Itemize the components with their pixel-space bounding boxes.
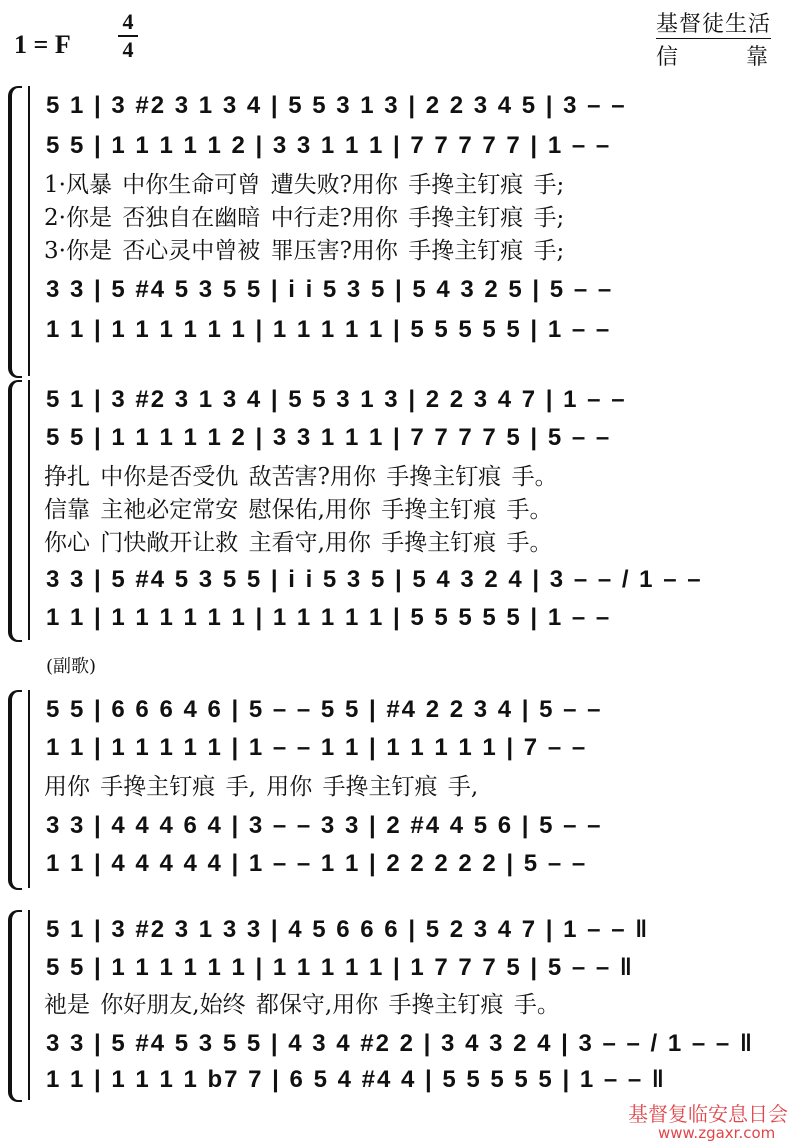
- alto-row: 5 5 | 1 1 1 1 1 2 | 3 3 1 1 1 | 7 7 7 7 5 | 5 – –: [46, 424, 612, 451]
- key-signature: 1 = F: [14, 30, 71, 59]
- soprano-row: 5 5 | 6 6 6 4 6 | 5 – – 5 5 | #4 2 2 3 4 | 5 – –: [46, 696, 603, 723]
- lyric-line: 用你 手搀主钉痕 手, 用你 手搀主钉痕 手,: [44, 774, 479, 800]
- alto-row: 5 5 | 1 1 1 1 1 1 | 1 1 1 1 1 | 1 7 7 7 5 | 5 – – ‖: [46, 954, 634, 981]
- system-barline: [28, 86, 30, 376]
- category-title: 基督徒生活: [656, 12, 772, 37]
- system-bracket: [8, 910, 22, 1102]
- system-bracket: [8, 380, 22, 642]
- tenor-row: 3 3 | 5 #4 5 3 5 5 | i i 5 3 5 | 5 4 3 2 5 | 5 – –: [46, 276, 614, 303]
- alto-row: 1 1 | 1 1 1 1 1 | 1 – – 1 1 | 1 1 1 1 1 | 7 – –: [46, 734, 588, 761]
- tenor-row: 3 3 | 4 4 4 6 4 | 3 – – 3 3 | 2 #4 4 5 6 | 5 – –: [46, 812, 603, 839]
- bass-row: 1 1 | 1 1 1 1 1 1 | 1 1 1 1 1 | 5 5 5 5 5 | 1 – –: [46, 604, 612, 631]
- system-bracket: [8, 690, 22, 890]
- watermark-url: www.zgaxr.com: [658, 1124, 776, 1142]
- song-title-char-2: 靠: [745, 45, 768, 70]
- lyric-line: 祂是 你好朋友,始终 都保守,用你 手搀主钉痕 手。: [44, 992, 560, 1018]
- lyric-verse-3: 3·你是 否心灵中曾被 罪压害?用你 手搀主钉痕 手;: [44, 238, 565, 264]
- lyric-verse-2: 2·你是 否独自在幽暗 中行走?用你 手搀主钉痕 手;: [44, 205, 565, 231]
- system-barline: [28, 690, 30, 888]
- watermark-title: 基督复临安息日会: [628, 1102, 788, 1126]
- soprano-row: 5 1 | 3 #2 3 1 3 3 | 4 5 6 6 6 | 5 2 3 4 7 | 1 – – ‖: [46, 916, 650, 943]
- chorus-label: (副歌): [46, 656, 97, 677]
- lyric-verse-2: 信靠 主祂必定常安 慰保佑,用你 手搀主钉痕 手。: [44, 497, 553, 523]
- song-title: [656, 40, 768, 71]
- bass-row: 1 1 | 1 1 1 1 b7 7 | 6 5 4 #4 4 | 5 5 5 5 5 | 1 – – ‖: [46, 1066, 666, 1093]
- soprano-row: 5 1 | 3 #2 3 1 3 4 | 5 5 3 1 3 | 2 2 3 4 5 | 3 – –: [46, 92, 627, 119]
- system-bracket: [8, 86, 22, 378]
- system-barline: [28, 380, 30, 640]
- tenor-row: 3 3 | 5 #4 5 3 5 5 | i i 5 3 5 | 5 4 3 2 4 | 3 – – / 1 – –: [46, 566, 703, 593]
- bass-row: 1 1 | 1 1 1 1 1 1 | 1 1 1 1 1 | 5 5 5 5 5 | 1 – –: [46, 316, 612, 343]
- lyric-verse-1: 1·风暴 中你生命可曾 遭失败?用你 手搀主钉痕 手;: [44, 172, 565, 198]
- meter-top: 4: [122, 9, 134, 34]
- lyric-verse-3: 你心 门快敞开让救 主看守,用你 手搀主钉痕 手。: [44, 530, 553, 556]
- system-barline: [28, 910, 30, 1100]
- tenor-row: 3 3 | 5 #4 5 3 5 5 | 4 3 4 #2 2 | 3 4 3 2 4 | 3 – – / 1 – – ‖: [46, 1030, 754, 1057]
- alto-row: 5 5 | 1 1 1 1 1 2 | 3 3 1 1 1 | 7 7 7 7 7 | 1 – –: [46, 132, 612, 159]
- time-signature: [118, 10, 138, 62]
- soprano-row: 5 1 | 3 #2 3 1 3 4 | 5 5 3 1 3 | 2 2 3 4 7 | 1 – –: [46, 386, 627, 413]
- song-title-char-1: 信: [656, 45, 679, 70]
- lyric-verse-1: 挣扎 中你是否受仇 敌苦害?用你 手搀主钉痕 手。: [44, 464, 558, 490]
- meter-bottom: 4: [122, 37, 134, 62]
- bass-row: 1 1 | 4 4 4 4 4 | 1 – – 1 1 | 2 2 2 2 2 | 5 – –: [46, 850, 588, 877]
